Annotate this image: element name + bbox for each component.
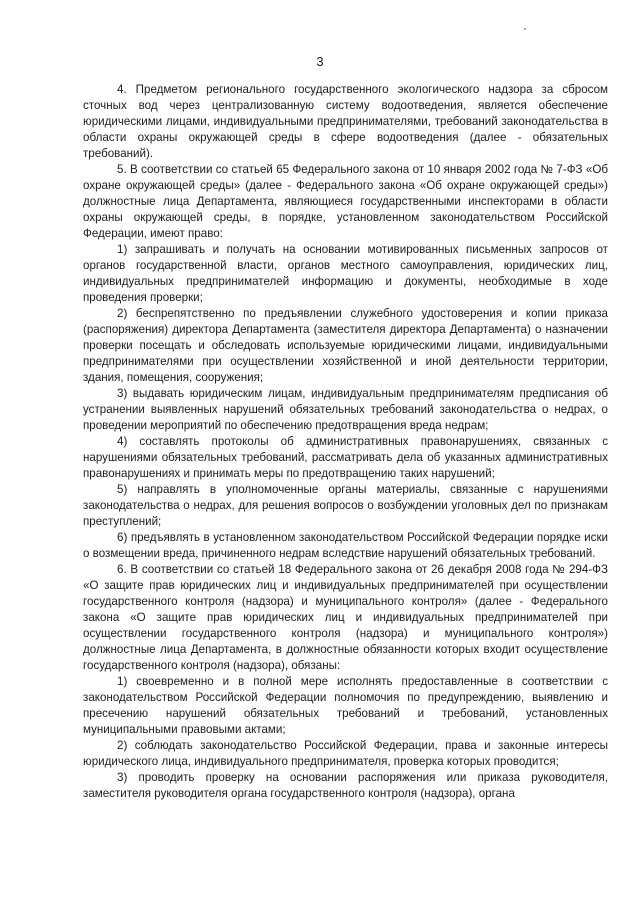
scan-speck: [524, 28, 526, 30]
paragraph-item-5: 5. В соответствии со статьей 65 Федерального закона от 10 января 2002 года № 7-ФЗ «Об охране окружающей среды» (далее - Федерального закона «Об охране окружающей среды») должностные лица Департамента, являющиеся государственными инспекторами в области охраны окружающей среды, в порядке, установленном законодательством Российской Федерации, имеют право:: [83, 163, 608, 240]
paragraph-item-6: 6. В соответствии со статьей 18 Федерального закона от 26 декабря 2008 года № 294-ФЗ «О защите прав юридических лиц и индивидуальных предпринимателей при осуществлении государственного контроля (надзора) и муниципального контроля» (далее - Федерального закона «О защите прав юридических лиц и индивидуальных предпринимателей при осуществлении государственного контроля (надзора) и муниципального контроля») должностные лица Департамента, в должностные обязанности которых входит осуществление государственного контроля (надзора), обязаны:: [83, 563, 608, 672]
subitem-6-3: 3) проводить проверку на основании распоряжения или приказа руководителя, заместителя руководителя органа государственного контроля (надзора), органа: [83, 771, 608, 800]
subitem-6-1: 1) своевременно и в полной мере исполнять предоставленные в соответствии с законодательством Российской Федерации полномочия по предупреждению, выявлению и пресечению нарушений обязательных требований и требований, установленных муниципальными правовыми актами;: [83, 675, 608, 736]
subitem-5-1: 1) запрашивать и получать на основании мотивированных письменных запросов от органов государственной власти, органов местного самоуправления, юридических лиц, индивидуальных предпринимателей информацию и документы, необходимые в ходе проведения проверки;: [83, 243, 608, 304]
subitem-5-2: 2) беспрепятственно по предъявлении служебного удостоверения и копии приказа (распоряжения) директора Департамента (заместителя директора Департамента) о назначении проверки посещать и обследовать используемые юридическими лицами, индивидуальными предпринимателями при осуществлении хозяйственной и иной деятельности территории, здания, помещения, сооружения;: [83, 307, 608, 384]
subitem-5-3: 3) выдавать юридическим лицам, индивидуальным предпринимателям предписания об устранении выявленных нарушений обязательных требований законодательства о недрах, о проведении мероприятий по обеспечению предотвращения вреда недрам;: [83, 387, 608, 432]
subitem-5-6: 6) предъявлять в установленном законодательством Российской Федерации порядке иски о возмещении вреда, причиненного недрам вследствие нарушений обязательных требований.: [83, 531, 608, 560]
paragraph-item-4: 4. Предметом регионального государственного экологического надзора за сбросом сточных вод через централизованную систему водоотведения, является обеспечение юридическими лицами, индивидуальными предпринимателями, требований законодательства в области охраны окружающей среды в сфере водоотведения (далее - обязательных требований).: [83, 83, 608, 160]
document-body: [83, 82, 608, 802]
subitem-5-5: 5) направлять в уполномоченные органы материалы, связанные с нарушениями законодательства о недрах, для решения вопросов о возбуждении уголовных дел по признакам преступлений;: [83, 483, 608, 528]
page-number: 3: [316, 54, 324, 69]
subitem-5-4: 4) составлять протоколы об административных правонарушениях, связанных с нарушениями обязательных требований, рассматривать дела об указанных административных правонарушениях и принимать меры по предотвращению таких нарушений;: [83, 435, 608, 480]
subitem-6-2: 2) соблюдать законодательство Российской Федерации, права и законные интересы юридического лица, индивидуального предпринимателя, проверка которых проводится;: [83, 739, 608, 768]
